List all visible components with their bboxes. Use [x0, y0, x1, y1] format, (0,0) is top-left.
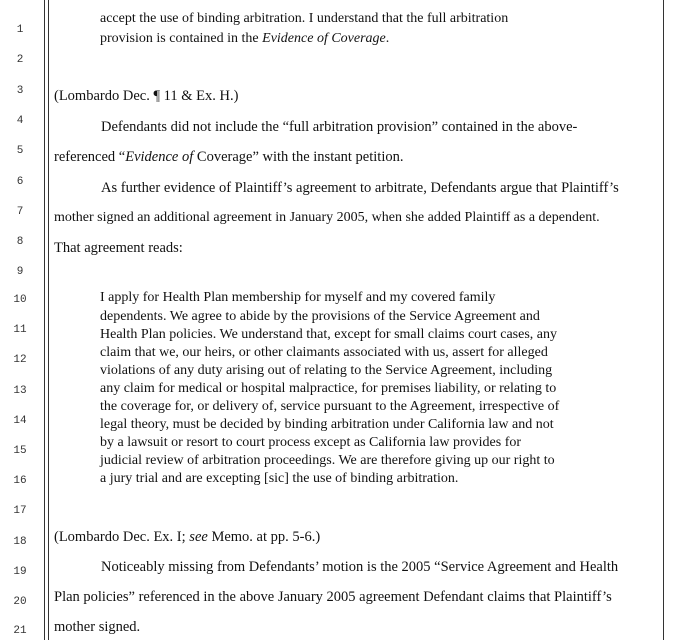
left-margin-rule-inner [48, 0, 49, 640]
line-number: 17 [13, 505, 27, 517]
italic-signal: see [189, 529, 208, 545]
citation [54, 529, 320, 546]
quote-line: violations of any duty arising out of relating to the Service Agreement, including [100, 363, 553, 378]
citation-text: Memo. at pp. 5-6.) [207, 529, 321, 545]
line-number: 15 [13, 445, 27, 457]
paragraph-text: referenced “ [54, 149, 126, 165]
citation-text: (Lombardo Dec. ¶ 11 & Ex. H.) [54, 88, 239, 104]
paragraph-line [54, 619, 140, 636]
line-number: 20 [13, 596, 27, 608]
line-number: 7 [16, 206, 24, 218]
line-number: 6 [16, 176, 24, 188]
quote-line: any claim for medical or hospital malpractice, for premises liability, or relating to [100, 381, 557, 396]
quote-line [100, 31, 389, 47]
line-number: 21 [13, 625, 27, 637]
line-number: 3 [16, 85, 24, 97]
left-margin-rule-outer [44, 0, 45, 640]
italic-title: Evidence of Coverage [262, 31, 386, 46]
line-number: 18 [13, 536, 27, 548]
paragraph-line [101, 559, 618, 576]
line-number: 16 [13, 475, 27, 487]
quote-line: I apply for Health Plan membership for myself and my covered family [100, 290, 496, 305]
quote-line: a jury trial and are excepting [sic] the use of binding arbitration. [100, 471, 459, 486]
paragraph-line [54, 240, 183, 257]
quote-line: legal theory, must be decided by binding arbitration under California law and not [100, 417, 554, 432]
line-number: 9 [16, 266, 24, 278]
citation-text: (Lombardo Dec. Ex. I; [54, 529, 190, 545]
paragraph-text: That agreement reads: [54, 240, 183, 256]
paragraph-text: mother signed an additional agreement in January 2005, when she added Plaintiff as a dependent. [54, 210, 600, 225]
citation [54, 88, 238, 105]
line-number: 10 [13, 294, 27, 306]
paragraph-text: Noticeably missing from Defendants’ motion is the 2005 “Service Agreement and Health [101, 559, 619, 575]
quote-line: Health Plan policies. We understand that, except for small claims court cases, any [100, 327, 557, 342]
line-number: 1 [16, 24, 24, 36]
italic-title: Evidence of [125, 149, 194, 165]
paragraph-text: Defendants did not include the “full arbitration provision” contained in the above- [101, 119, 578, 135]
quote-line [100, 11, 508, 27]
line-number: 2 [16, 54, 24, 66]
quote-line: the coverage for, or delivery of, service pursuant to the Agreement, irrespective of [100, 399, 560, 414]
paragraph-text: Plan policies” referenced in the above January 2005 agreement Defendant claims that Plaintiff’s [54, 589, 612, 605]
quote-text: . [385, 31, 390, 46]
line-number: 13 [13, 385, 27, 397]
paragraph-line [54, 149, 403, 166]
quote-line: by a lawsuit or resort to court process except as California law provides for [100, 435, 522, 450]
line-number: 14 [13, 415, 27, 427]
quote-line: claim that we, our heirs, or other claimants associated with us, assert for alleged [100, 345, 548, 360]
line-number: 19 [13, 566, 27, 578]
line-number: 4 [16, 115, 24, 127]
quote-line: dependents. We agree to abide by the provisions of the Service Agreement and [100, 309, 540, 324]
quote-text: accept the use of binding arbitration. I understand that the full arbitration [100, 11, 509, 26]
paragraph-line [54, 210, 600, 226]
line-number: 5 [16, 145, 24, 157]
paragraph-line [54, 589, 612, 606]
paragraph-line [101, 119, 577, 136]
quote-text: provision is contained in the [100, 31, 263, 46]
paragraph-line [101, 180, 619, 197]
paragraph-text: mother signed. [54, 619, 141, 635]
paragraph-text: As further evidence of Plaintiff’s agreement to arbitrate, Defendants argue that Plaintiff’s [101, 180, 619, 196]
right-margin-rule [663, 0, 664, 640]
quote-line: judicial review of arbitration proceedings. We are therefore giving up our right to [100, 453, 555, 468]
line-number: 8 [16, 236, 24, 248]
line-number: 11 [13, 324, 27, 336]
line-number: 12 [13, 354, 27, 366]
paragraph-text: Coverage” with the instant petition. [193, 149, 404, 165]
